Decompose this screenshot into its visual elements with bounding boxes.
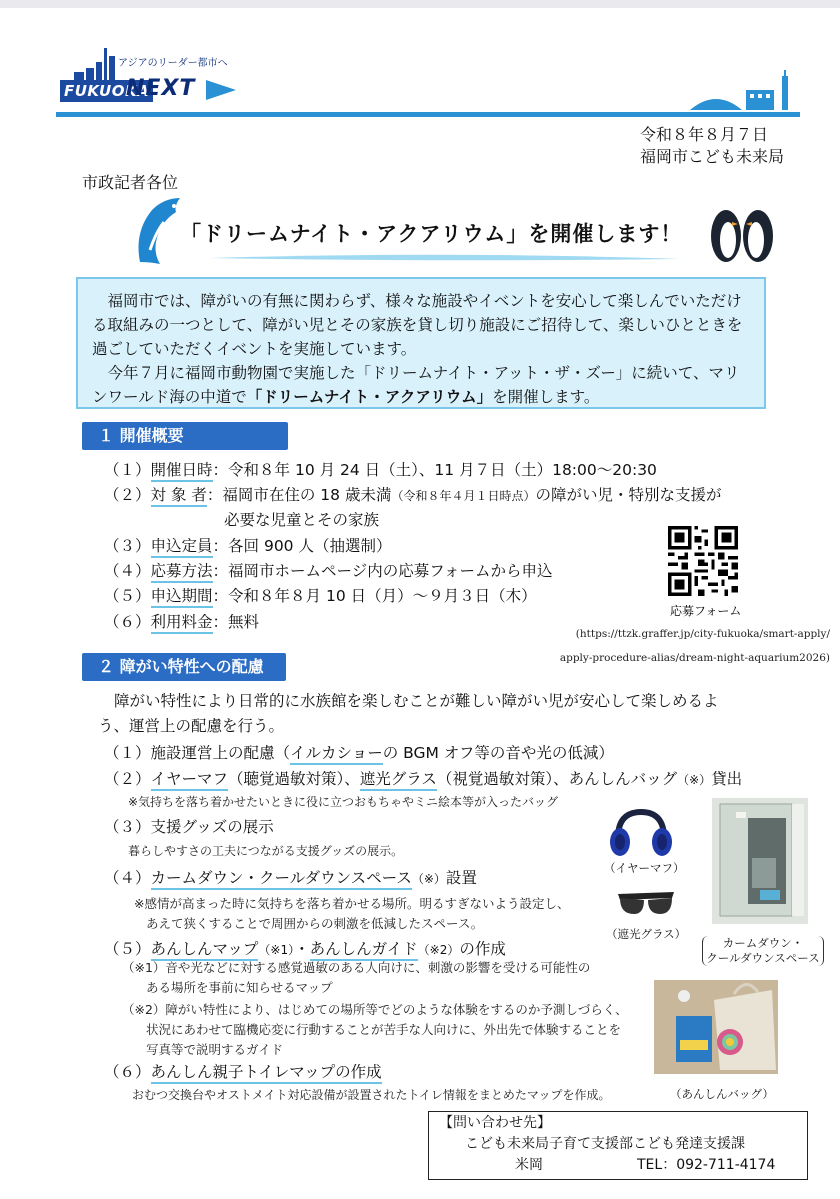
date-block <box>640 124 784 168</box>
contact-department: こども未来局子育て支援部こども発達支援課 <box>465 1136 745 1152</box>
skyline-illustration <box>686 70 800 118</box>
care-item-2-note: ※気持ちを落ち着かせたいときに役に立つおもちゃやミニ絵本等が入ったバッグ <box>128 795 559 809</box>
overview-item-1: （１）開催日時：令和８年 10 月 24 日（土）、11 月７日（土）18:00〜20:30 <box>104 458 657 480</box>
care-item-3: （３）支援グッズの展示 <box>104 818 274 836</box>
issuer: 福岡市こども未来局 <box>640 147 785 166</box>
contact-phone[interactable]: TEL：092-711-4174 <box>637 1157 776 1173</box>
contact-name: 米岡 <box>515 1157 543 1173</box>
header-divider <box>56 112 800 117</box>
contact-title: 【問い合わせ先】 <box>439 1115 551 1131</box>
overview-item-3: （３）申込定員：各回 900 人（抽選制） <box>104 534 391 556</box>
section-1-heading: １ 開催概要 <box>82 422 288 450</box>
anshin-bag-photo <box>654 980 778 1074</box>
application-url[interactable]: (https://ttzk.graffer.jp/city-fukuoka/smart-apply/ apply-procedure-alias/dream-night-aquarium2026) <box>559 628 830 664</box>
release-date: 令和８年８月７日 <box>640 125 769 144</box>
earmuff-photo <box>608 808 674 862</box>
earmuff-caption: （イヤーマフ） <box>604 861 685 875</box>
care-item-5-note-1: （※1）音や光などに対する感覚過敏のある人向けに、刺激の影響を受ける可能性の ある場所を事前に知らせるマップ <box>122 960 591 995</box>
page-title: 「ドリームナイト・アクアリウム」を開催します！ <box>180 222 683 246</box>
care-item-4-note: ※感情が高まった時に気持ちを落ち着かせる場所。明るすぎないよう設定し、 あえて狭くすることで周囲からの刺激を低減したスペース。 <box>134 896 570 931</box>
overview-item-6: （６）利用料金：無料 <box>104 610 259 632</box>
care-item-4: （４）カームダウン・クールダウンスペース（※）設置 <box>104 866 477 888</box>
care-item-5: （５）あんしんマップ（※1）・あんしんガイド（※2）の作成 <box>104 937 506 959</box>
title-underline <box>210 248 680 256</box>
overview-item-2: （２）対 象 者：福岡市在住の 18 歳未満（令和８年４月１日時点）の障がい児・特別な支援が <box>104 483 721 505</box>
care-item-2: （２）イヤーマフ（聴覚過敏対策）、遮光グラス（視覚過敏対策）、あんしんバッグ（※）貸出 <box>104 767 742 789</box>
intro-paragraph-2: 今年７月に福岡市動物園で実施した「ドリームナイト・アット・ザ・ズー」に続いて、マリンワールド海の中道で「ドリームナイト・アクアリウム」を開催します。 <box>92 364 740 406</box>
intro-paragraph-1: 福岡市では、障がいの有無に関わらず、様々な施設やイベントを安心して楽しんでいただける取組みの一つとして、障がい児とその家族を貸し切り施設にご招待して、楽しいひとときを過ごしていただくイベントを実施しています。 <box>92 292 743 358</box>
contact-box <box>428 1111 808 1180</box>
logo-next-text: NEXT <box>126 76 196 101</box>
contact-line <box>439 1155 797 1176</box>
section-2-lead-2: う、運営上の配慮を行う。 <box>98 717 285 735</box>
care-item-3-note: 暮らしやすさの工夫につながる支援グッズの展示。 <box>128 844 404 858</box>
sunglasses-caption: （遮光グラス） <box>606 927 687 941</box>
anshin-bag-caption: （あんしんバッグ） <box>670 1087 774 1101</box>
care-item-5-note-2: （※2）障がい特性により、はじめての場所等でどのような体験をするのか予測しづらく、 状況にあわせて臨機応変に行動することが苦手な人向けに、外出先で体験することを 写真等で説明するガイド <box>122 1002 628 1057</box>
overview-item-4: （４）応募方法：福岡市ホームページ内の応募フォームから申込 <box>104 559 552 581</box>
overview-item-5: （５）申込期間：令和８年８月 10 日（月）〜９月３日（木） <box>104 584 537 606</box>
qr-code[interactable] <box>668 526 738 596</box>
recipient: 市政記者各位 <box>82 173 179 192</box>
care-item-6-note: おむつ交換台やオストメイト対応設備が設置されたトイレ情報をまとめたマップを作成。 <box>132 1088 611 1102</box>
section-2-heading: ２ 障がい特性への配慮 <box>82 653 286 681</box>
qr-label: 応募フォーム <box>670 604 742 618</box>
calm-down-space-photo <box>712 798 808 924</box>
calm-down-space-caption: カームダウン・ クールダウンスペース <box>702 936 824 966</box>
logo-fukuoka-text: FUKUOKA <box>60 80 153 102</box>
overview-item-2-cont: 必要な児童とその家族 <box>224 511 380 529</box>
section-2-lead-1: 障がい特性により日常的に水族館を楽しむことが難しい障がい児が安心して楽しめるよ <box>114 692 719 710</box>
logo-tagline: アジアのリーダー都市へ <box>118 58 228 69</box>
penguins-illustration <box>706 202 780 268</box>
sunglasses-photo <box>616 888 676 922</box>
care-item-1: （１）施設運営上の配慮（イルカショーの BGM オフ等の音や光の低減） <box>104 741 614 763</box>
care-item-6: （６）あんしん親子トイレマップの作成 <box>104 1060 382 1082</box>
press-release-page <box>0 8 840 1199</box>
intro-box <box>76 277 766 409</box>
event-name-bold: 「ドリームナイト・アクアリウム」 <box>246 388 493 406</box>
